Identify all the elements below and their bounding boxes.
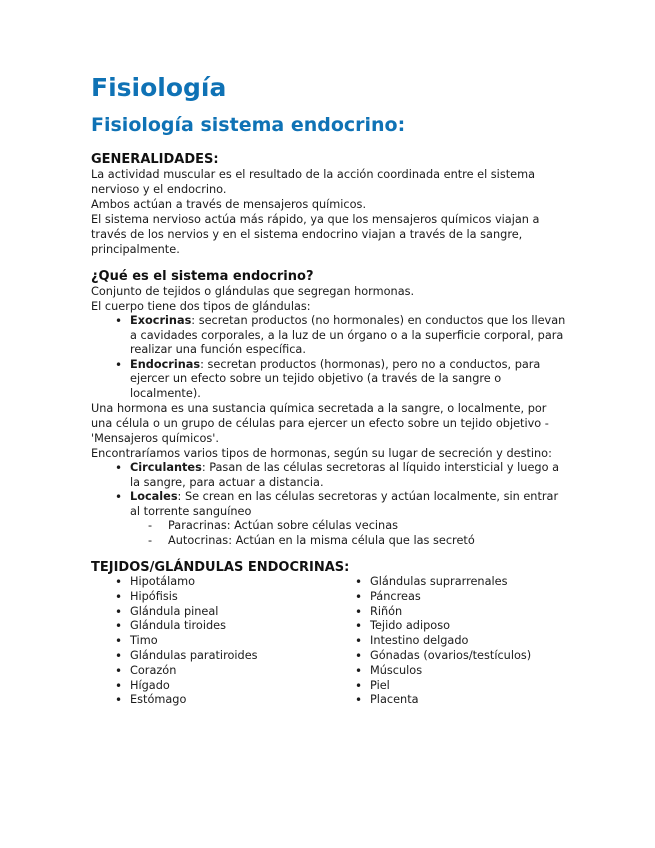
list-item: • Corazón bbox=[130, 664, 331, 679]
list-item-text: : Se crean en las células secretoras y actúan localmente, sin entrar al torrente sanguíneo bbox=[130, 490, 559, 518]
list-item: • Glándula tiroides bbox=[130, 619, 331, 634]
section-generalidades bbox=[91, 152, 571, 257]
tejidos-column-left bbox=[91, 575, 331, 708]
list-item-text: : secretan productos (hormonas), pero no a conductos, para ejercer un efecto sobre un tejido objetivo (a través de la sangre o localmente). bbox=[130, 357, 541, 400]
list-item: • Hipotálamo bbox=[130, 575, 331, 590]
section-tejidos bbox=[91, 560, 571, 708]
list-item: • Gónadas (ovarios/testículos) bbox=[370, 649, 571, 664]
section-que-es bbox=[91, 269, 571, 548]
paragraph: La actividad muscular es el resultado de la acción coordinada entre el sistema nervioso y el endocrino. bbox=[91, 168, 536, 196]
list-item bbox=[130, 314, 571, 358]
list-item bbox=[130, 461, 571, 490]
section-heading-generalidades: GENERALIDADES: bbox=[91, 152, 219, 167]
list-item: • Hígado bbox=[130, 679, 331, 694]
section-heading-tejidos: TEJIDOS/GLÁNDULAS ENDOCRINAS: bbox=[91, 560, 350, 575]
tejidos-column-right bbox=[331, 575, 571, 708]
list-item: • Timo bbox=[130, 634, 331, 649]
list-item bbox=[130, 490, 571, 548]
list-item-text: : Pasan de las células secretoras al líquido intersticial y luego a la sangre, para actuar a distancia. bbox=[130, 461, 559, 489]
tejidos-list-left bbox=[91, 575, 331, 708]
list-item-term: Circulantes bbox=[130, 461, 202, 474]
list-item: • Estómago bbox=[130, 693, 331, 708]
list-item bbox=[130, 358, 571, 402]
locales-sublist bbox=[130, 519, 571, 548]
list-item-term: Locales bbox=[130, 490, 178, 503]
document-title: Fisiología bbox=[91, 73, 227, 102]
tejidos-columns bbox=[91, 575, 571, 708]
paragraph: El cuerpo tiene dos tipos de glándulas: bbox=[91, 300, 311, 313]
sublist-item: - Paracrinas: Actúan sobre células vecinas bbox=[168, 519, 571, 534]
list-item: • Glándula pineal bbox=[130, 605, 331, 620]
list-item: • Tejido adiposo bbox=[370, 619, 571, 634]
document-page bbox=[91, 72, 571, 708]
paragraph: Conjunto de tejidos o glándulas que segregan hormonas. bbox=[91, 285, 415, 298]
tipos-hormonas-list bbox=[91, 461, 571, 548]
list-item: • Glándulas suprarrenales bbox=[370, 575, 571, 590]
list-item: • Páncreas bbox=[370, 590, 571, 605]
list-item: • Piel bbox=[370, 679, 571, 694]
list-item: • Músculos bbox=[370, 664, 571, 679]
list-item-term: Endocrinas bbox=[130, 357, 201, 371]
list-item-term: Exocrinas bbox=[130, 314, 192, 327]
section-heading-que-es: ¿Qué es el sistema endocrino? bbox=[91, 269, 314, 284]
paragraph: El sistema nervioso actúa más rápido, ya que los mensajeros químicos viajan a través de los nervios y en el sistema endocrino viajan a través de la sangre, principalmente. bbox=[91, 213, 540, 256]
list-item: • Intestino delgado bbox=[370, 634, 571, 649]
document-subtitle: Fisiología sistema endocrino: bbox=[91, 114, 406, 136]
list-item-text: : secretan productos (no hormonales) en conductos que los llevan a cavidades corporales, a la luz de un órgano o a la superficie corporal, para realizar una función específica. bbox=[130, 314, 566, 356]
paragraph: Una hormona es una sustancia química secretada a la sangre, o localmente, por una célula o un grupo de células para ejercer un efecto sobre un tejido objetivo - 'Mensajeros químicos'. bbox=[91, 402, 549, 445]
paragraph: Encontraríamos varios tipos de hormonas, según su lugar de secreción y destino: bbox=[91, 447, 552, 460]
list-item: • Riñón bbox=[370, 605, 571, 620]
list-item: • Glándulas paratiroides bbox=[130, 649, 331, 664]
list-item: • Hipófisis bbox=[130, 590, 331, 605]
sublist-item: - Autocrinas: Actúan en la misma célula que las secretó bbox=[168, 534, 571, 549]
glandulas-list bbox=[91, 314, 571, 401]
paragraph: Ambos actúan a través de mensajeros químicos. bbox=[91, 198, 367, 211]
tejidos-list-right bbox=[331, 575, 571, 708]
list-item: • Placenta bbox=[370, 693, 571, 708]
